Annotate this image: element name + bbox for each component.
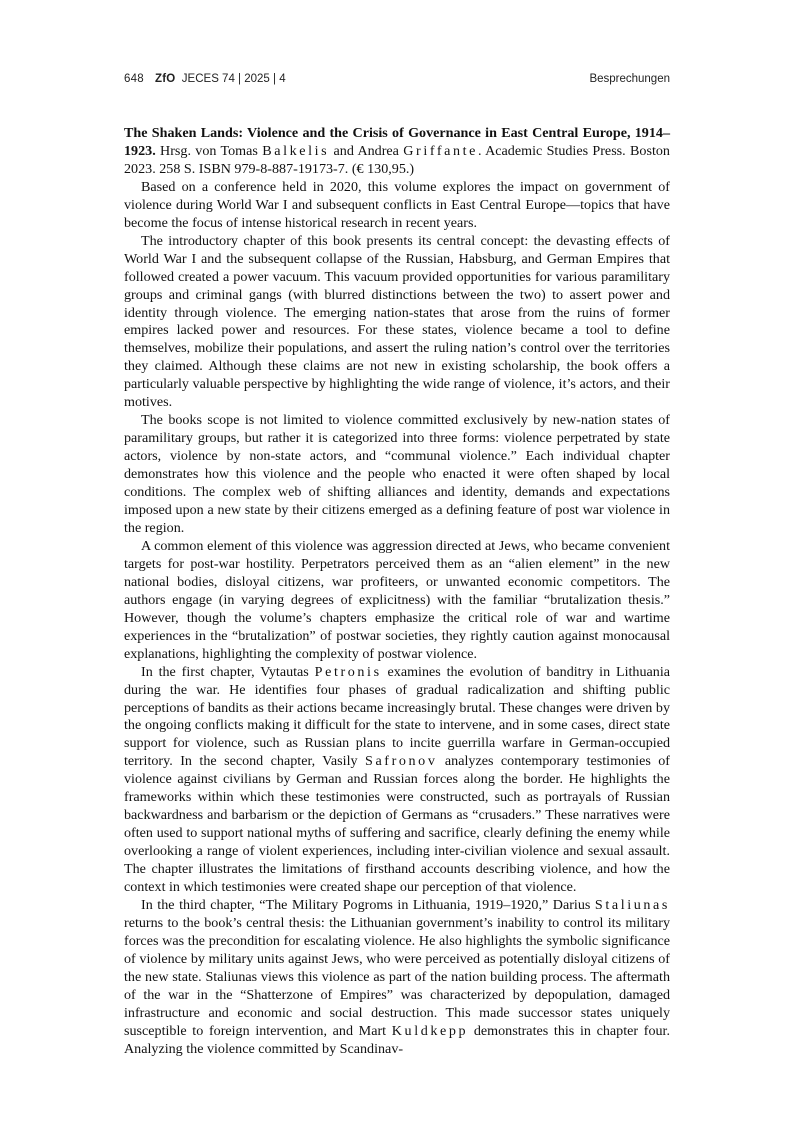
editors-intro: Hrsg. von Tomas (160, 142, 258, 159)
paragraph (124, 897, 670, 1059)
author-name: Staliunas (594, 896, 670, 913)
author-name: Safronov (365, 753, 438, 770)
editors-and: and Andrea (333, 142, 399, 159)
paragraph-text: analyzes contemporary testimonies of violence against civilians by German and Russian forces along the border. He highlights the frameworks within which these testimonies were constructed, such as portrayals of Russian backwardness and barbarism or the depiction of Germans as “crusaders.” These narratives were often used to support national myths of suffering and sacrifice, clearly defining the enemy while overlooking a range of violent experiences, including inter-civilian violence and sexual assault. The chapter illustrates the limitations of firsthand accounts describing violence, and how the context in which testimonies were created shape our perception of that violence. (124, 753, 670, 896)
paragraph: The introductory chapter of this book presents its central concept: the devasting effects of World War I and the subsequent collapse of the Russian, Habsburg, and German Empires that followed created a power vacuum. This vacuum provided opportunities for various paramilitary groups and criminal gangs (with blurred distinctions between the two) to assert power and identity through violence. The emerging nation-states that arose from the ruins of former empires lacked power and resources. For these states, violence became a tool to define themselves, mobilize their populations, and assert the ruling nation’s control over the territories they claimed. Although these claims are not new in existing scholarship, the book offers a particularly valuable perspective by highlighting the wide range of violence, it’s actors, and their motives. (124, 232, 670, 411)
editor-name: Griffante (403, 142, 479, 159)
paragraph: A common element of this violence was aggression directed at Jews, who became convenient targets for post-war hostility. Perpetrators perceived them as an “alien element” in the new national bodies, disloyal citizens, war profiteers, or unwanted economic competitors. The authors engage (in varying degrees of explicitness) with the familiar “brutalization thesis.” However, though the volume’s chapters emphasize the critical role of war and wartime experiences in the “brutalization” of postwar societies, they rightly caution against monocausal explanations, highlighting the complexity of postwar violence. (124, 537, 670, 662)
paragraph-text: examines the evolution of banditry in Lithuania during the war. He identifies four phases of gradual radicalization and shifting public perceptions of bandits as their actions became increasingly brutal. These changes were driven by the ongoing conflicts making it difficult for the state to intervene, and in some cases, direct state support for violence, such as Russian plans to incite guerrilla warfare in German-occupied territory. In the second chapter, Vasily (124, 663, 670, 770)
editor-name: Balkelis (262, 142, 330, 159)
book-citation (124, 125, 670, 179)
running-head (124, 73, 670, 91)
author-name: Petronis (314, 663, 382, 680)
review-body (124, 125, 670, 1059)
publication-details: . Academic Studies Press. Boston 2023. 258 S. ISBN 979-8-887-19173-7. (€ 130,95.) (124, 142, 670, 177)
paragraph-text: In the first chapter, Vytautas (141, 663, 309, 680)
paragraph-text: demonstrates this in chapter four. Analyzing the violence committed by Scandinav- (124, 1022, 670, 1057)
page-number: 648 (124, 73, 144, 85)
journal-abbrev: ZfO (155, 73, 176, 85)
paragraph (124, 664, 670, 897)
paragraph: Based on a conference held in 2020, this volume explores the impact on government of violence during World War I and subsequent conflicts in East Central Europe—topics that have become the focus of intense historical research in recent years. (124, 178, 670, 231)
section-title: Besprechungen (589, 73, 670, 85)
journal-name (155, 73, 286, 85)
journal-issue: JECES 74 | 2025 | 4 (181, 73, 286, 85)
paragraph-text: returns to the book’s central thesis: the Lithuanian government’s inability to control its military forces was the precondition for escalating violence. He also highlights the symbolic significance of violence by military units against Jews, who were perceived as potentially disloyal citizens of the new state. Staliunas views this violence as part of the nation building process. The aftermath of the war in the “Shatterzone of Empires” was characterized by depopulation, damaged infrastructure and economic and social destruction. This made successor states uniquely susceptible to foreign intervention, and Mart (124, 914, 670, 1039)
paragraph-text: In the third chapter, “The Military Pogroms in Lithuania, 1919–1920,” Darius (141, 896, 591, 913)
book-title: The Shaken Lands: Violence and the Crisis of Governance in East Central Europe, 1914–1923. (124, 125, 670, 159)
paragraph: The books scope is not limited to violence committed exclusively by new-nation states of paramilitary groups, but rather it is categorized into three forms: violence perpetrated by state actors, violence by non-state actors, and “communal violence.” Each individual chapter demonstrates how this violence and the people who enacted it were often shaped by local conditions. The complex web of shifting alliances and identity, demands and expectations imposed upon a new state by their citizens emerged as a defining feature of post war violence in the region. (124, 412, 670, 536)
author-name: Kuldkepp (391, 1022, 469, 1039)
